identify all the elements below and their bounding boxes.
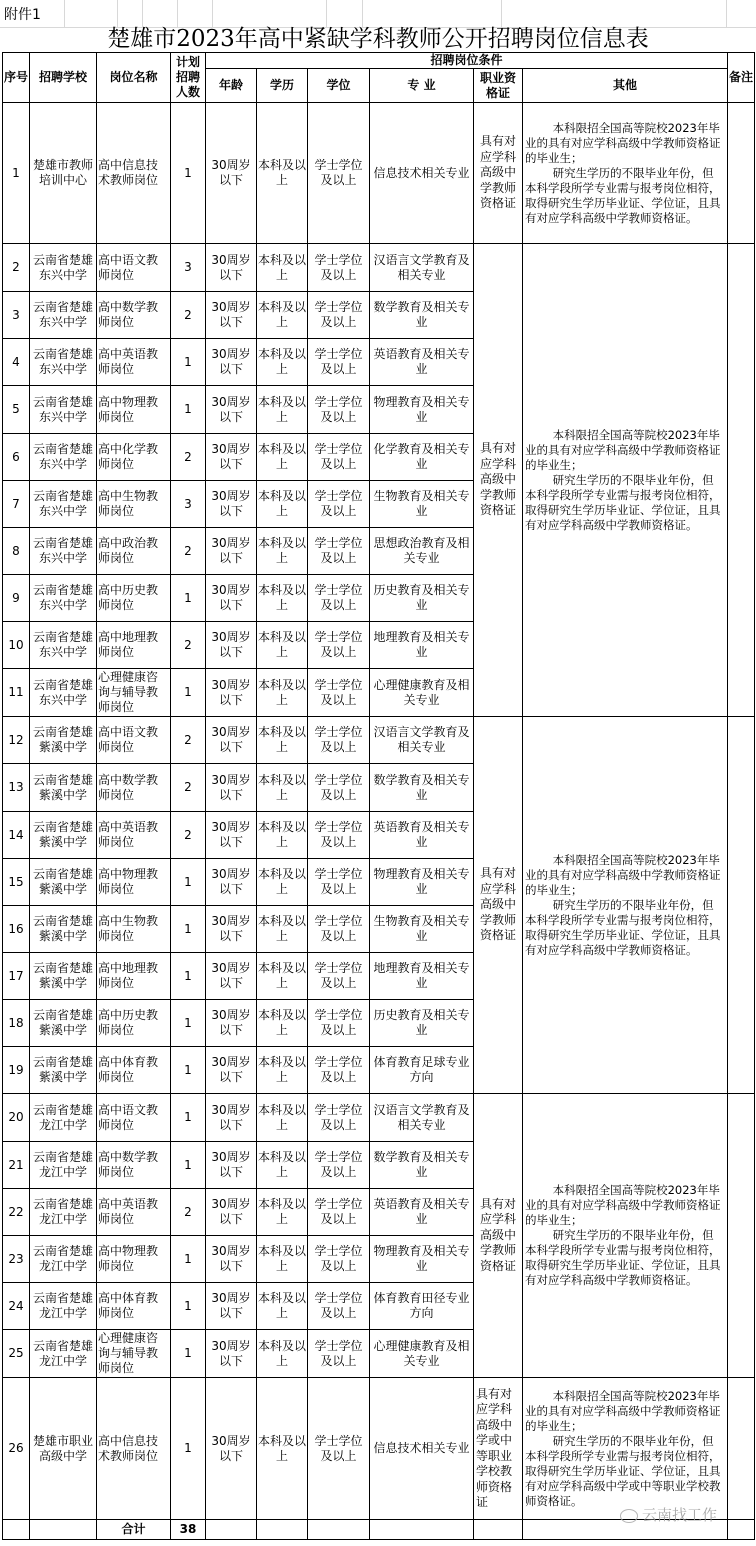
page-title: 楚雄市2023年高中紧缺学科教师公开招聘岗位信息表 — [107, 26, 649, 52]
cell-school: 云南省楚雄东兴中学 — [30, 575, 97, 622]
cell-seq: 6 — [3, 434, 30, 481]
header-position: 岗位名称 — [97, 53, 171, 103]
cell-school: 云南省楚雄紫溪中学 — [30, 1000, 97, 1047]
cell-education: 本科及以上 — [257, 339, 308, 386]
cell-degree: 学士学位及以上 — [308, 717, 370, 764]
cell-count: 2 — [171, 812, 206, 859]
other-paragraph-2: 研究生学历的不限毕业年份，但本科学段所学专业需与报考岗位相符，取得研究生学历毕业证、学位证，且具有对应学科高级中学教师资格证。 — [525, 1228, 721, 1287]
cell-school: 云南省楚雄东兴中学 — [30, 292, 97, 339]
cell-count: 1 — [171, 1330, 206, 1378]
cell-degree: 学士学位及以上 — [308, 764, 370, 812]
cell-degree: 学士学位及以上 — [308, 953, 370, 1000]
table-row — [3, 103, 755, 244]
cell-age: 30周岁以下 — [206, 244, 257, 292]
cell-degree: 学士学位及以上 — [308, 1378, 370, 1520]
cell-seq: 11 — [3, 669, 30, 717]
cell-count: 1 — [171, 339, 206, 386]
cell-education: 本科及以上 — [257, 1330, 308, 1378]
cell-education: 本科及以上 — [257, 481, 308, 528]
cell-position: 高中数学教师岗位 — [97, 1142, 171, 1189]
cell-age: 30周岁以下 — [206, 764, 257, 812]
header-remark: 备注 — [728, 53, 755, 103]
cell-age: 30周岁以下 — [206, 1236, 257, 1283]
cell-seq: 20 — [3, 1094, 30, 1142]
cell-age: 30周岁以下 — [206, 1283, 257, 1330]
cell-count: 2 — [171, 528, 206, 575]
cell-school: 云南省楚雄紫溪中学 — [30, 953, 97, 1000]
cell-seq: 25 — [3, 1330, 30, 1378]
cell-remark — [728, 244, 755, 717]
cell-degree: 学士学位及以上 — [308, 1000, 370, 1047]
cell-remark — [728, 1094, 755, 1378]
cell-seq: 9 — [3, 575, 30, 622]
header-major: 专 业 — [370, 69, 474, 103]
cell-degree: 学士学位及以上 — [308, 292, 370, 339]
cell-seq: 26 — [3, 1378, 30, 1520]
cell-position: 心理健康咨询与辅导教师岗位 — [97, 1330, 171, 1378]
cell-degree: 学士学位及以上 — [308, 244, 370, 292]
cell-school: 云南省楚雄龙江中学 — [30, 1283, 97, 1330]
cell-education: 本科及以上 — [257, 1047, 308, 1094]
other-paragraph-2: 研究生学历的不限毕业年份，但本科学段所学专业需与报考岗位相符，取得研究生学历毕业证、学位证，且具有对应学科高级中学教师资格证。 — [525, 472, 721, 532]
cell-seq: 24 — [3, 1283, 30, 1330]
cell-count: 2 — [171, 1189, 206, 1236]
cell-cert: 具有对应学科高级中学或中等职业学校教师资格证 — [474, 1378, 523, 1520]
cell-major: 体育教育足球专业方向 — [370, 1047, 474, 1094]
cell-remark — [728, 717, 755, 1094]
cell-seq: 19 — [3, 1047, 30, 1094]
cell-position: 高中体育教师岗位 — [97, 1047, 171, 1094]
attachment-label: 附件1 — [4, 7, 41, 23]
watermark-text: 云南找工作 — [642, 1506, 718, 1524]
cell-count: 3 — [171, 481, 206, 528]
cell-position: 高中英语教师岗位 — [97, 1189, 171, 1236]
header-school: 招聘学校 — [30, 53, 97, 103]
cell-education: 本科及以上 — [257, 244, 308, 292]
empty-cell — [30, 1520, 97, 1540]
cell-count: 1 — [171, 1047, 206, 1094]
cell-position: 高中物理教师岗位 — [97, 386, 171, 434]
cell-count: 2 — [171, 434, 206, 481]
cell-position: 高中政治教师岗位 — [97, 528, 171, 575]
cell-degree: 学士学位及以上 — [308, 906, 370, 953]
cell-other — [523, 103, 728, 244]
cell-count: 1 — [171, 669, 206, 717]
cell-degree: 学士学位及以上 — [308, 1330, 370, 1378]
cell-age: 30周岁以下 — [206, 103, 257, 244]
cell-count: 1 — [171, 1378, 206, 1520]
other-paragraph-1: 本科限招全国高等院校2023年毕业的具有对应学科高级中学教师资格证的毕业生； — [525, 852, 721, 897]
cell-age: 30周岁以下 — [206, 434, 257, 481]
cell-education: 本科及以上 — [257, 1283, 308, 1330]
cell-count: 1 — [171, 575, 206, 622]
cell-position: 高中语文教师岗位 — [97, 244, 171, 292]
other-paragraph-2: 研究生学历的不限毕业年份，但本科学段所学专业需与报考岗位相符，取得研究生学历毕业证、学位证，且具有对应学科高级中学或中等职业学校教师资格证。 — [525, 1433, 721, 1508]
cell-position: 高中物理教师岗位 — [97, 1236, 171, 1283]
header-row-1 — [3, 53, 755, 69]
cell-age: 30周岁以下 — [206, 1000, 257, 1047]
other-paragraph-1: 本科限招全国高等院校2023年毕业的具有对应学科高级中学教师资格证的毕业生； — [525, 427, 721, 472]
cell-major: 英语教育及相关专业 — [370, 339, 474, 386]
cell-school: 云南省楚雄东兴中学 — [30, 528, 97, 575]
other-paragraph-2: 研究生学历的不限毕业年份，但本科学段所学专业需与报考岗位相符，取得研究生学历毕业证、学位证，且具有对应学科高级中学教师资格证。 — [525, 165, 721, 225]
cell-other — [523, 717, 728, 1094]
cell-education: 本科及以上 — [257, 292, 308, 339]
cell-major: 信息技术相关专业 — [370, 103, 474, 244]
cell-school: 楚雄市职业高级中学 — [30, 1378, 97, 1520]
cell-count: 2 — [171, 292, 206, 339]
cell-seq: 7 — [3, 481, 30, 528]
cell-count: 1 — [171, 103, 206, 244]
cell-age: 30周岁以下 — [206, 812, 257, 859]
cell-school: 云南省楚雄紫溪中学 — [30, 1047, 97, 1094]
cell-major: 生物教育及相关专业 — [370, 906, 474, 953]
cell-degree: 学士学位及以上 — [308, 669, 370, 717]
cell-position: 心理健康咨询与辅导教师岗位 — [97, 669, 171, 717]
cell-other — [523, 244, 728, 717]
cell-education: 本科及以上 — [257, 528, 308, 575]
cell-school: 云南省楚雄东兴中学 — [30, 434, 97, 481]
cell-position: 高中物理教师岗位 — [97, 859, 171, 906]
cell-degree: 学士学位及以上 — [308, 103, 370, 244]
cell-major: 数学教育及相关专业 — [370, 1142, 474, 1189]
cell-major: 英语教育及相关专业 — [370, 812, 474, 859]
cell-seq: 14 — [3, 812, 30, 859]
cell-age: 30周岁以下 — [206, 1142, 257, 1189]
cell-count: 2 — [171, 764, 206, 812]
cell-position: 高中语文教师岗位 — [97, 1094, 171, 1142]
cell-degree: 学士学位及以上 — [308, 1189, 370, 1236]
cell-school: 云南省楚雄龙江中学 — [30, 1189, 97, 1236]
header-age: 年龄 — [206, 69, 257, 103]
cell-cert: 具有对应学科高级中学教师资格证 — [474, 717, 523, 1094]
cell-school: 云南省楚雄紫溪中学 — [30, 764, 97, 812]
cell-school: 云南省楚雄东兴中学 — [30, 669, 97, 717]
total-label: 合计 — [97, 1520, 171, 1540]
cell-major: 物理教育及相关专业 — [370, 1236, 474, 1283]
cell-cert: 具有对应学科高级中学教师资格证 — [474, 103, 523, 244]
cell-degree: 学士学位及以上 — [308, 386, 370, 434]
cell-education: 本科及以上 — [257, 386, 308, 434]
cell-major: 数学教育及相关专业 — [370, 292, 474, 339]
cell-major: 生物教育及相关专业 — [370, 481, 474, 528]
cell-count: 2 — [171, 717, 206, 764]
cell-position: 高中语文教师岗位 — [97, 717, 171, 764]
cell-school: 云南省楚雄东兴中学 — [30, 386, 97, 434]
cell-major: 汉语言文学教育及相关专业 — [370, 1094, 474, 1142]
cell-seq: 15 — [3, 859, 30, 906]
cell-seq: 5 — [3, 386, 30, 434]
cell-position: 高中化学教师岗位 — [97, 434, 171, 481]
cell-education: 本科及以上 — [257, 812, 308, 859]
cell-education: 本科及以上 — [257, 859, 308, 906]
other-paragraph-1: 本科限招全国高等院校2023年毕业的具有对应学科高级中学教师资格证的毕业生； — [525, 120, 721, 165]
cell-position: 高中数学教师岗位 — [97, 292, 171, 339]
cell-degree: 学士学位及以上 — [308, 1142, 370, 1189]
cell-major: 信息技术相关专业 — [370, 1378, 474, 1520]
cell-school: 云南省楚雄紫溪中学 — [30, 906, 97, 953]
empty-cell — [474, 1520, 523, 1540]
wechat-icon — [620, 1509, 638, 1523]
cell-school: 云南省楚雄紫溪中学 — [30, 812, 97, 859]
cell-education: 本科及以上 — [257, 1236, 308, 1283]
cell-cert: 具有对应学科高级中学教师资格证 — [474, 244, 523, 717]
header-count: 计划招聘人数 — [171, 53, 206, 103]
cell-major: 历史教育及相关专业 — [370, 1000, 474, 1047]
cell-remark — [728, 103, 755, 244]
empty-cell — [257, 1520, 308, 1540]
cell-degree: 学士学位及以上 — [308, 481, 370, 528]
cell-age: 30周岁以下 — [206, 717, 257, 764]
cell-age: 30周岁以下 — [206, 528, 257, 575]
cell-education: 本科及以上 — [257, 434, 308, 481]
cell-education: 本科及以上 — [257, 906, 308, 953]
cell-education: 本科及以上 — [257, 1378, 308, 1520]
cell-major: 地理教育及相关专业 — [370, 953, 474, 1000]
cell-degree: 学士学位及以上 — [308, 622, 370, 669]
cell-school: 云南省楚雄龙江中学 — [30, 1142, 97, 1189]
cell-cert: 具有对应学科高级中学教师资格证 — [474, 1094, 523, 1378]
cell-position: 高中英语教师岗位 — [97, 812, 171, 859]
cell-major: 体育教育田径专业方向 — [370, 1283, 474, 1330]
cell-major: 历史教育及相关专业 — [370, 575, 474, 622]
cell-major: 心理健康教育及相关专业 — [370, 669, 474, 717]
cell-count: 1 — [171, 1000, 206, 1047]
watermark — [620, 1504, 717, 1525]
cell-major: 英语教育及相关专业 — [370, 1189, 474, 1236]
attachment-row — [0, 0, 756, 28]
cell-age: 30周岁以下 — [206, 1094, 257, 1142]
table-row — [3, 1378, 755, 1520]
cell-seq: 10 — [3, 622, 30, 669]
cell-education: 本科及以上 — [257, 953, 308, 1000]
cell-age: 30周岁以下 — [206, 339, 257, 386]
cell-count: 1 — [171, 1283, 206, 1330]
cell-seq: 1 — [3, 103, 30, 244]
cell-age: 30周岁以下 — [206, 1378, 257, 1520]
cell-major: 汉语言文学教育及相关专业 — [370, 717, 474, 764]
cell-education: 本科及以上 — [257, 717, 308, 764]
cell-seq: 3 — [3, 292, 30, 339]
other-paragraph-1: 本科限招全国高等院校2023年毕业的具有对应学科高级中学教师资格证的毕业生； — [525, 1183, 721, 1227]
cell-seq: 13 — [3, 764, 30, 812]
cell-major: 汉语言文学教育及相关专业 — [370, 244, 474, 292]
cell-count: 1 — [171, 1094, 206, 1142]
cell-age: 30周岁以下 — [206, 622, 257, 669]
cell-degree: 学士学位及以上 — [308, 528, 370, 575]
cell-position: 高中历史教师岗位 — [97, 575, 171, 622]
cell-education: 本科及以上 — [257, 1142, 308, 1189]
cell-degree: 学士学位及以上 — [308, 812, 370, 859]
cell-degree: 学士学位及以上 — [308, 339, 370, 386]
empty-cell — [308, 1520, 370, 1540]
cell-degree: 学士学位及以上 — [308, 1283, 370, 1330]
cell-other — [523, 1094, 728, 1378]
cell-school: 云南省楚雄龙江中学 — [30, 1236, 97, 1283]
cell-school: 云南省楚雄紫溪中学 — [30, 859, 97, 906]
cell-seq: 23 — [3, 1236, 30, 1283]
cell-degree: 学士学位及以上 — [308, 434, 370, 481]
cell-seq: 2 — [3, 244, 30, 292]
cell-seq: 21 — [3, 1142, 30, 1189]
cell-position: 高中数学教师岗位 — [97, 764, 171, 812]
empty-cell — [370, 1520, 474, 1540]
cell-remark — [728, 1378, 755, 1520]
cell-position: 高中生物教师岗位 — [97, 906, 171, 953]
cell-education: 本科及以上 — [257, 1094, 308, 1142]
cell-count: 3 — [171, 244, 206, 292]
cell-position: 高中英语教师岗位 — [97, 339, 171, 386]
recruitment-table — [2, 52, 755, 1540]
table-row — [3, 244, 755, 292]
cell-age: 30周岁以下 — [206, 953, 257, 1000]
cell-seq: 12 — [3, 717, 30, 764]
cell-major: 化学教育及相关专业 — [370, 434, 474, 481]
empty-cell — [206, 1520, 257, 1540]
cell-position: 高中信息技术教师岗位 — [97, 103, 171, 244]
cell-school: 云南省楚雄东兴中学 — [30, 481, 97, 528]
cell-position: 高中体育教师岗位 — [97, 1283, 171, 1330]
cell-school: 楚雄市教师培训中心 — [30, 103, 97, 244]
cell-position: 高中地理教师岗位 — [97, 622, 171, 669]
cell-count: 2 — [171, 622, 206, 669]
cell-major: 数学教育及相关专业 — [370, 764, 474, 812]
cell-major: 地理教育及相关专业 — [370, 622, 474, 669]
header-conditions: 招聘岗位条件 — [206, 53, 728, 69]
cell-education: 本科及以上 — [257, 622, 308, 669]
cell-school: 云南省楚雄东兴中学 — [30, 622, 97, 669]
cell-education: 本科及以上 — [257, 1189, 308, 1236]
empty-cell — [3, 1520, 30, 1540]
cell-education: 本科及以上 — [257, 669, 308, 717]
empty-cell — [728, 1520, 755, 1540]
cell-age: 30周岁以下 — [206, 1189, 257, 1236]
cell-position: 高中信息技术教师岗位 — [97, 1378, 171, 1520]
cell-age: 30周岁以下 — [206, 1047, 257, 1094]
other-paragraph-2: 研究生学历的不限毕业年份，但本科学段所学专业需与报考岗位相符，取得研究生学历毕业证、学位证，且具有对应学科高级中学教师资格证。 — [525, 897, 721, 957]
cell-major: 物理教育及相关专业 — [370, 386, 474, 434]
cell-school: 云南省楚雄东兴中学 — [30, 244, 97, 292]
cell-school: 云南省楚雄龙江中学 — [30, 1094, 97, 1142]
cell-count: 1 — [171, 859, 206, 906]
cell-school: 云南省楚雄紫溪中学 — [30, 717, 97, 764]
cell-education: 本科及以上 — [257, 1000, 308, 1047]
cell-count: 1 — [171, 953, 206, 1000]
cell-seq: 18 — [3, 1000, 30, 1047]
cell-age: 30周岁以下 — [206, 292, 257, 339]
header-other: 其他 — [523, 69, 728, 103]
cell-count: 1 — [171, 906, 206, 953]
cell-seq: 17 — [3, 953, 30, 1000]
cell-seq: 16 — [3, 906, 30, 953]
cell-age: 30周岁以下 — [206, 481, 257, 528]
total-count: 38 — [171, 1520, 206, 1540]
cell-major: 心理健康教育及相关专业 — [370, 1330, 474, 1378]
table-row — [3, 717, 755, 764]
cell-major: 物理教育及相关专业 — [370, 859, 474, 906]
cell-degree: 学士学位及以上 — [308, 1047, 370, 1094]
cell-position: 高中历史教师岗位 — [97, 1000, 171, 1047]
cell-age: 30周岁以下 — [206, 575, 257, 622]
cell-seq: 22 — [3, 1189, 30, 1236]
header-degree: 学位 — [308, 69, 370, 103]
cell-other — [523, 1378, 728, 1520]
cell-age: 30周岁以下 — [206, 859, 257, 906]
cell-education: 本科及以上 — [257, 575, 308, 622]
cell-degree: 学士学位及以上 — [308, 1094, 370, 1142]
cell-age: 30周岁以下 — [206, 669, 257, 717]
header-seq: 序号 — [3, 53, 30, 103]
cell-count: 1 — [171, 1142, 206, 1189]
cell-seq: 4 — [3, 339, 30, 386]
cell-degree: 学士学位及以上 — [308, 1236, 370, 1283]
cell-degree: 学士学位及以上 — [308, 859, 370, 906]
cell-major: 思想政治教育及相关专业 — [370, 528, 474, 575]
cell-school: 云南省楚雄东兴中学 — [30, 339, 97, 386]
cell-school: 云南省楚雄龙江中学 — [30, 1330, 97, 1378]
cell-count: 1 — [171, 386, 206, 434]
cell-age: 30周岁以下 — [206, 1330, 257, 1378]
header-education: 学历 — [257, 69, 308, 103]
other-paragraph-1: 本科限招全国高等院校2023年毕业的具有对应学科高级中学教师资格证的毕业生； — [525, 1388, 721, 1433]
header-cert: 职业资格证 — [474, 69, 523, 103]
cell-count: 1 — [171, 1236, 206, 1283]
cell-age: 30周岁以下 — [206, 386, 257, 434]
cell-position: 高中地理教师岗位 — [97, 953, 171, 1000]
cell-age: 30周岁以下 — [206, 906, 257, 953]
cell-degree: 学士学位及以上 — [308, 575, 370, 622]
cell-position: 高中生物教师岗位 — [97, 481, 171, 528]
cell-education: 本科及以上 — [257, 103, 308, 244]
cell-education: 本科及以上 — [257, 764, 308, 812]
table-row — [3, 1094, 755, 1142]
cell-seq: 8 — [3, 528, 30, 575]
